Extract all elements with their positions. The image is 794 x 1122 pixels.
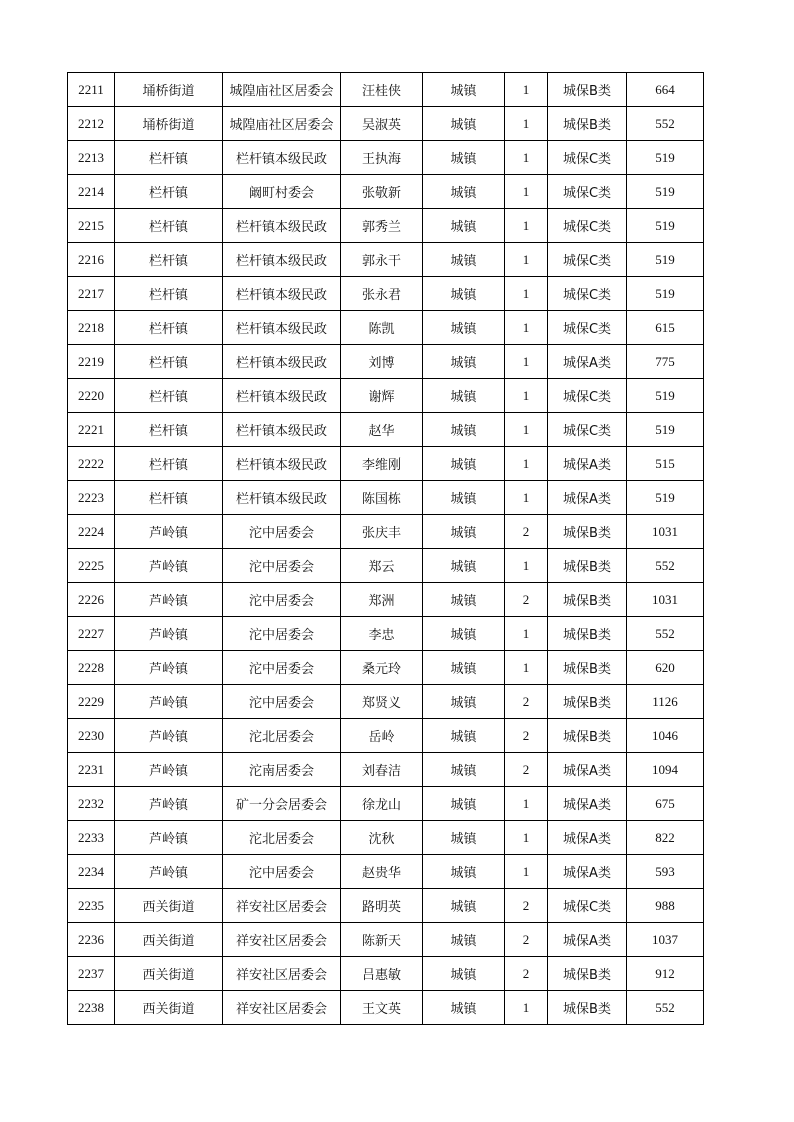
- category-cell: 城保A类: [548, 855, 627, 889]
- category-cell: 城保B类: [548, 991, 627, 1025]
- table-row: [68, 889, 704, 923]
- row-number-cell: 2237: [68, 957, 115, 991]
- table-row: [68, 855, 704, 889]
- amount-cell: 1037: [627, 923, 704, 957]
- category-cell: 城保B类: [548, 651, 627, 685]
- table-row: [68, 345, 704, 379]
- table-row: [68, 243, 704, 277]
- table-row: [68, 787, 704, 821]
- table-row: [68, 719, 704, 753]
- committee-cell: 沱北居委会: [223, 719, 341, 753]
- category-cell: 城保B类: [548, 957, 627, 991]
- street-cell: 栏杆镇: [115, 141, 223, 175]
- household-type-cell: 城镇: [423, 345, 505, 379]
- category-cell: 城保C类: [548, 311, 627, 345]
- row-number-cell: 2221: [68, 413, 115, 447]
- category-cell: 城保A类: [548, 923, 627, 957]
- person-count-cell: 1: [505, 175, 548, 209]
- table-row: [68, 515, 704, 549]
- committee-cell: 栏杆镇本级民政: [223, 141, 341, 175]
- category-cell: 城保C类: [548, 141, 627, 175]
- committee-cell: 栏杆镇本级民政: [223, 345, 341, 379]
- row-number-cell: 2211: [68, 73, 115, 107]
- household-type-cell: 城镇: [423, 821, 505, 855]
- table-row: [68, 175, 704, 209]
- household-type-cell: 城镇: [423, 617, 505, 651]
- table-row: [68, 821, 704, 855]
- name-cell: 路明英: [341, 889, 423, 923]
- person-count-cell: 2: [505, 753, 548, 787]
- person-count-cell: 2: [505, 957, 548, 991]
- amount-cell: 615: [627, 311, 704, 345]
- name-cell: 郑云: [341, 549, 423, 583]
- household-type-cell: 城镇: [423, 957, 505, 991]
- person-count-cell: 1: [505, 311, 548, 345]
- name-cell: 郑贤义: [341, 685, 423, 719]
- committee-cell: 栏杆镇本级民政: [223, 277, 341, 311]
- committee-cell: 沱中居委会: [223, 685, 341, 719]
- table-row: [68, 617, 704, 651]
- household-type-cell: 城镇: [423, 889, 505, 923]
- person-count-cell: 1: [505, 651, 548, 685]
- category-cell: 城保A类: [548, 481, 627, 515]
- table-body: [68, 73, 704, 1025]
- category-cell: 城保C类: [548, 175, 627, 209]
- committee-cell: 祥安社区居委会: [223, 991, 341, 1025]
- street-cell: 芦岭镇: [115, 617, 223, 651]
- person-count-cell: 2: [505, 719, 548, 753]
- household-type-cell: 城镇: [423, 413, 505, 447]
- street-cell: 栏杆镇: [115, 175, 223, 209]
- category-cell: 城保C类: [548, 889, 627, 923]
- household-type-cell: 城镇: [423, 991, 505, 1025]
- name-cell: 郭秀兰: [341, 209, 423, 243]
- household-type-cell: 城镇: [423, 753, 505, 787]
- household-type-cell: 城镇: [423, 923, 505, 957]
- name-cell: 吕惠敏: [341, 957, 423, 991]
- person-count-cell: 2: [505, 889, 548, 923]
- row-number-cell: 2213: [68, 141, 115, 175]
- amount-cell: 664: [627, 73, 704, 107]
- row-number-cell: 2232: [68, 787, 115, 821]
- street-cell: 芦岭镇: [115, 515, 223, 549]
- row-number-cell: 2234: [68, 855, 115, 889]
- category-cell: 城保C类: [548, 413, 627, 447]
- household-type-cell: 城镇: [423, 175, 505, 209]
- street-cell: 芦岭镇: [115, 753, 223, 787]
- household-type-cell: 城镇: [423, 277, 505, 311]
- household-type-cell: 城镇: [423, 243, 505, 277]
- person-count-cell: 2: [505, 515, 548, 549]
- household-type-cell: 城镇: [423, 73, 505, 107]
- committee-cell: 矿一分会居委会: [223, 787, 341, 821]
- category-cell: 城保B类: [548, 73, 627, 107]
- name-cell: 沈秋: [341, 821, 423, 855]
- person-count-cell: 1: [505, 345, 548, 379]
- street-cell: 芦岭镇: [115, 821, 223, 855]
- committee-cell: 城隍庙社区居委会: [223, 73, 341, 107]
- amount-cell: 515: [627, 447, 704, 481]
- category-cell: 城保C类: [548, 243, 627, 277]
- row-number-cell: 2215: [68, 209, 115, 243]
- table-row: [68, 923, 704, 957]
- row-number-cell: 2230: [68, 719, 115, 753]
- table-row: [68, 277, 704, 311]
- household-type-cell: 城镇: [423, 311, 505, 345]
- row-number-cell: 2231: [68, 753, 115, 787]
- name-cell: 王执海: [341, 141, 423, 175]
- row-number-cell: 2218: [68, 311, 115, 345]
- row-number-cell: 2212: [68, 107, 115, 141]
- committee-cell: 栏杆镇本级民政: [223, 209, 341, 243]
- category-cell: 城保A类: [548, 753, 627, 787]
- street-cell: 栏杆镇: [115, 481, 223, 515]
- row-number-cell: 2217: [68, 277, 115, 311]
- row-number-cell: 2219: [68, 345, 115, 379]
- row-number-cell: 2222: [68, 447, 115, 481]
- street-cell: 栏杆镇: [115, 379, 223, 413]
- street-cell: 栏杆镇: [115, 277, 223, 311]
- row-number-cell: 2225: [68, 549, 115, 583]
- table-row: [68, 685, 704, 719]
- name-cell: 陈国栋: [341, 481, 423, 515]
- row-number-cell: 2223: [68, 481, 115, 515]
- amount-cell: 519: [627, 243, 704, 277]
- street-cell: 西关街道: [115, 889, 223, 923]
- person-count-cell: 2: [505, 923, 548, 957]
- name-cell: 张敬新: [341, 175, 423, 209]
- street-cell: 芦岭镇: [115, 685, 223, 719]
- category-cell: 城保C类: [548, 209, 627, 243]
- amount-cell: 912: [627, 957, 704, 991]
- row-number-cell: 2220: [68, 379, 115, 413]
- street-cell: 栏杆镇: [115, 413, 223, 447]
- street-cell: 栏杆镇: [115, 345, 223, 379]
- household-type-cell: 城镇: [423, 481, 505, 515]
- committee-cell: 沱北居委会: [223, 821, 341, 855]
- row-number-cell: 2233: [68, 821, 115, 855]
- street-cell: 芦岭镇: [115, 549, 223, 583]
- row-number-cell: 2236: [68, 923, 115, 957]
- category-cell: 城保A类: [548, 345, 627, 379]
- street-cell: 西关街道: [115, 991, 223, 1025]
- category-cell: 城保B类: [548, 685, 627, 719]
- row-number-cell: 2228: [68, 651, 115, 685]
- household-type-cell: 城镇: [423, 447, 505, 481]
- committee-cell: 沱中居委会: [223, 515, 341, 549]
- amount-cell: 519: [627, 141, 704, 175]
- committee-cell: 祥安社区居委会: [223, 889, 341, 923]
- name-cell: 陈凯: [341, 311, 423, 345]
- table-row: [68, 583, 704, 617]
- category-cell: 城保B类: [548, 107, 627, 141]
- name-cell: 郑洲: [341, 583, 423, 617]
- name-cell: 张庆丰: [341, 515, 423, 549]
- committee-cell: 栏杆镇本级民政: [223, 243, 341, 277]
- amount-cell: 552: [627, 107, 704, 141]
- name-cell: 陈新天: [341, 923, 423, 957]
- name-cell: 徐龙山: [341, 787, 423, 821]
- category-cell: 城保B类: [548, 583, 627, 617]
- table-row: [68, 549, 704, 583]
- name-cell: 张永君: [341, 277, 423, 311]
- person-count-cell: 1: [505, 617, 548, 651]
- table-row: [68, 957, 704, 991]
- amount-cell: 593: [627, 855, 704, 889]
- person-count-cell: 1: [505, 277, 548, 311]
- household-type-cell: 城镇: [423, 379, 505, 413]
- table-row: [68, 141, 704, 175]
- committee-cell: 祥安社区居委会: [223, 923, 341, 957]
- street-cell: 芦岭镇: [115, 787, 223, 821]
- person-count-cell: 1: [505, 243, 548, 277]
- amount-cell: 1126: [627, 685, 704, 719]
- amount-cell: 552: [627, 617, 704, 651]
- name-cell: 郭永干: [341, 243, 423, 277]
- table-row: [68, 379, 704, 413]
- name-cell: 吴淑英: [341, 107, 423, 141]
- committee-cell: 沱中居委会: [223, 617, 341, 651]
- committee-cell: 祥安社区居委会: [223, 957, 341, 991]
- amount-cell: 519: [627, 413, 704, 447]
- person-count-cell: 1: [505, 73, 548, 107]
- person-count-cell: 1: [505, 413, 548, 447]
- committee-cell: 沱中居委会: [223, 583, 341, 617]
- committee-cell: 城隍庙社区居委会: [223, 107, 341, 141]
- household-type-cell: 城镇: [423, 719, 505, 753]
- category-cell: 城保B类: [548, 549, 627, 583]
- street-cell: 芦岭镇: [115, 583, 223, 617]
- committee-cell: 沱中居委会: [223, 651, 341, 685]
- person-count-cell: 1: [505, 141, 548, 175]
- street-cell: 芦岭镇: [115, 651, 223, 685]
- table-row: [68, 753, 704, 787]
- person-count-cell: 1: [505, 447, 548, 481]
- row-number-cell: 2224: [68, 515, 115, 549]
- household-type-cell: 城镇: [423, 787, 505, 821]
- row-number-cell: 2238: [68, 991, 115, 1025]
- household-type-cell: 城镇: [423, 651, 505, 685]
- household-type-cell: 城镇: [423, 107, 505, 141]
- street-cell: 埇桥街道: [115, 73, 223, 107]
- committee-cell: 沱中居委会: [223, 855, 341, 889]
- household-type-cell: 城镇: [423, 141, 505, 175]
- row-number-cell: 2214: [68, 175, 115, 209]
- category-cell: 城保A类: [548, 821, 627, 855]
- street-cell: 芦岭镇: [115, 719, 223, 753]
- amount-cell: 1031: [627, 515, 704, 549]
- person-count-cell: 1: [505, 481, 548, 515]
- street-cell: 栏杆镇: [115, 447, 223, 481]
- amount-cell: 1046: [627, 719, 704, 753]
- table-row: [68, 311, 704, 345]
- street-cell: 栏杆镇: [115, 209, 223, 243]
- person-count-cell: 2: [505, 583, 548, 617]
- street-cell: 栏杆镇: [115, 311, 223, 345]
- person-count-cell: 1: [505, 855, 548, 889]
- committee-cell: 栏杆镇本级民政: [223, 481, 341, 515]
- person-count-cell: 1: [505, 209, 548, 243]
- name-cell: 谢辉: [341, 379, 423, 413]
- person-count-cell: 1: [505, 379, 548, 413]
- person-count-cell: 1: [505, 107, 548, 141]
- name-cell: 桑元玲: [341, 651, 423, 685]
- amount-cell: 519: [627, 277, 704, 311]
- table-row: [68, 73, 704, 107]
- household-type-cell: 城镇: [423, 685, 505, 719]
- household-type-cell: 城镇: [423, 515, 505, 549]
- committee-cell: 沱南居委会: [223, 753, 341, 787]
- person-count-cell: 1: [505, 787, 548, 821]
- category-cell: 城保A类: [548, 787, 627, 821]
- table-row: [68, 107, 704, 141]
- name-cell: 赵贵华: [341, 855, 423, 889]
- person-count-cell: 1: [505, 549, 548, 583]
- table-row: [68, 447, 704, 481]
- committee-cell: 栏杆镇本级民政: [223, 413, 341, 447]
- table-row: [68, 991, 704, 1025]
- table-row: [68, 651, 704, 685]
- amount-cell: 519: [627, 481, 704, 515]
- row-number-cell: 2227: [68, 617, 115, 651]
- name-cell: 王文英: [341, 991, 423, 1025]
- row-number-cell: 2216: [68, 243, 115, 277]
- name-cell: 刘博: [341, 345, 423, 379]
- category-cell: 城保C类: [548, 379, 627, 413]
- category-cell: 城保B类: [548, 617, 627, 651]
- street-cell: 西关街道: [115, 957, 223, 991]
- household-type-cell: 城镇: [423, 209, 505, 243]
- category-cell: 城保B类: [548, 515, 627, 549]
- committee-cell: 沱中居委会: [223, 549, 341, 583]
- person-count-cell: 1: [505, 991, 548, 1025]
- row-number-cell: 2235: [68, 889, 115, 923]
- amount-cell: 552: [627, 549, 704, 583]
- committee-cell: 栏杆镇本级民政: [223, 311, 341, 345]
- row-number-cell: 2229: [68, 685, 115, 719]
- amount-cell: 620: [627, 651, 704, 685]
- name-cell: 刘春洁: [341, 753, 423, 787]
- category-cell: 城保A类: [548, 447, 627, 481]
- data-table: [67, 72, 704, 1025]
- street-cell: 西关街道: [115, 923, 223, 957]
- amount-cell: 519: [627, 379, 704, 413]
- name-cell: 汪桂侠: [341, 73, 423, 107]
- committee-cell: 栏杆镇本级民政: [223, 447, 341, 481]
- name-cell: 赵华: [341, 413, 423, 447]
- name-cell: 李维刚: [341, 447, 423, 481]
- street-cell: 栏杆镇: [115, 243, 223, 277]
- household-type-cell: 城镇: [423, 583, 505, 617]
- amount-cell: 988: [627, 889, 704, 923]
- street-cell: 芦岭镇: [115, 855, 223, 889]
- household-type-cell: 城镇: [423, 855, 505, 889]
- person-count-cell: 1: [505, 821, 548, 855]
- committee-cell: 阚町村委会: [223, 175, 341, 209]
- amount-cell: 1094: [627, 753, 704, 787]
- table-row: [68, 209, 704, 243]
- table-row: [68, 481, 704, 515]
- street-cell: 埇桥街道: [115, 107, 223, 141]
- category-cell: 城保C类: [548, 277, 627, 311]
- amount-cell: 519: [627, 209, 704, 243]
- committee-cell: 栏杆镇本级民政: [223, 379, 341, 413]
- person-count-cell: 2: [505, 685, 548, 719]
- amount-cell: 552: [627, 991, 704, 1025]
- amount-cell: 519: [627, 175, 704, 209]
- table-row: [68, 413, 704, 447]
- household-type-cell: 城镇: [423, 549, 505, 583]
- name-cell: 李忠: [341, 617, 423, 651]
- category-cell: 城保B类: [548, 719, 627, 753]
- name-cell: 岳岭: [341, 719, 423, 753]
- amount-cell: 822: [627, 821, 704, 855]
- row-number-cell: 2226: [68, 583, 115, 617]
- amount-cell: 775: [627, 345, 704, 379]
- amount-cell: 675: [627, 787, 704, 821]
- amount-cell: 1031: [627, 583, 704, 617]
